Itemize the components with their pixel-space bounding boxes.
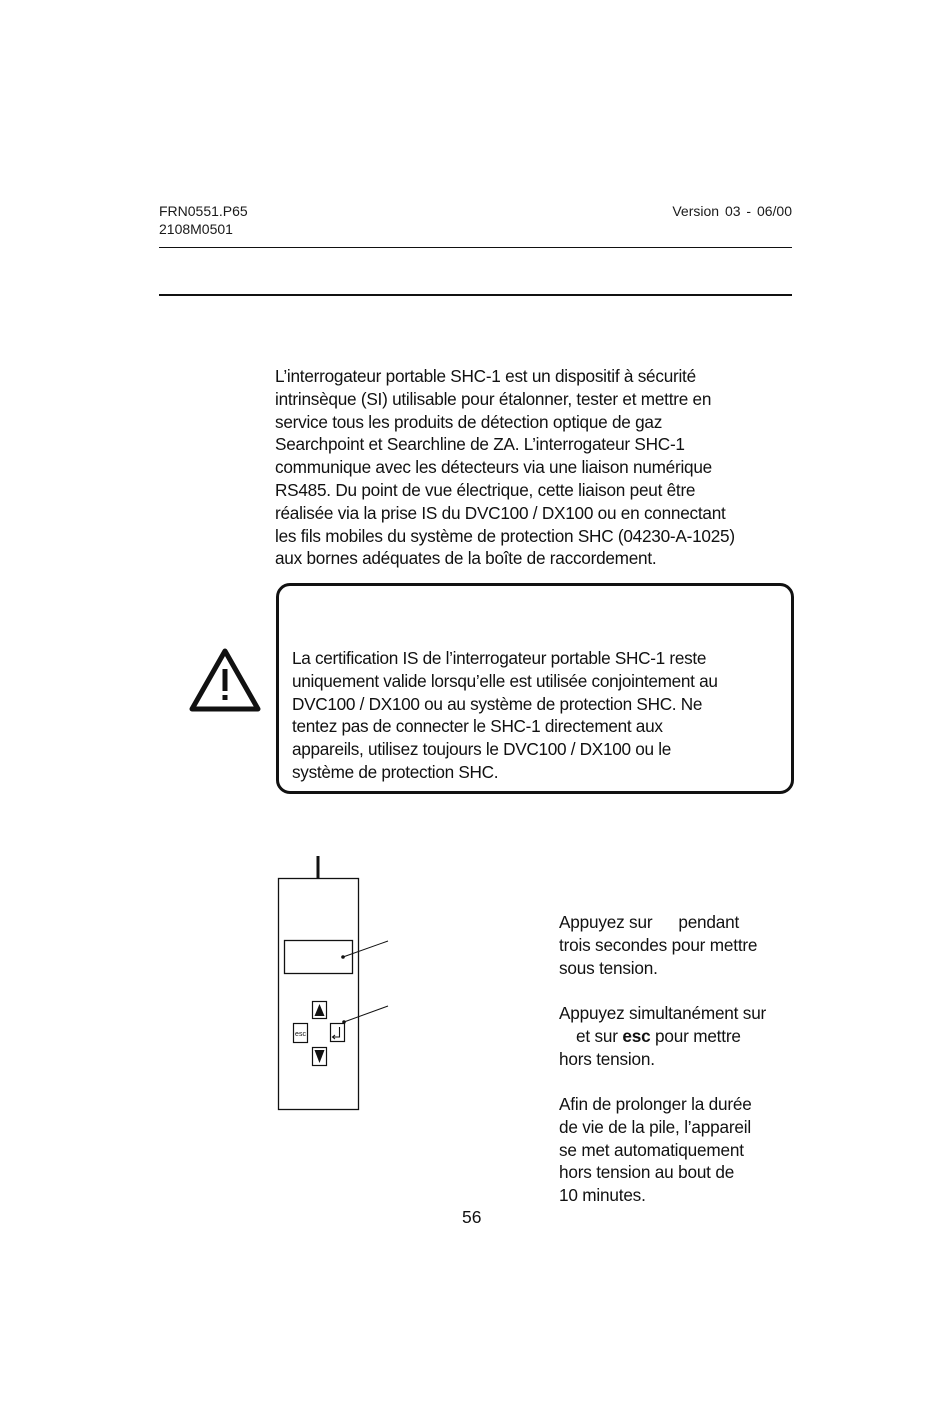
power-off-line: hors tension. — [559, 1048, 655, 1069]
auto-off-line: de vie de la pile, l’appareil — [559, 1116, 751, 1137]
enter-leader-line — [344, 1006, 388, 1022]
power-off-text-b: pour mettre — [655, 1025, 741, 1046]
power-on-line: sous tension. — [559, 957, 658, 978]
power-on-line: trois secondes pour mettre — [559, 934, 758, 955]
auto-off-note — [559, 1093, 804, 1207]
intro-line: communique avec les détecteurs via une liaison numérique — [275, 457, 712, 478]
power-off-instructions — [559, 1002, 804, 1070]
warning-line: La certification IS de l’interrogateur portable SHC-1 reste — [292, 648, 707, 668]
enter-key — [331, 1024, 345, 1042]
doc-code: 2108M0501 — [159, 221, 233, 237]
antenna — [317, 856, 320, 879]
version-label: Version 03 - 06/00 — [672, 203, 792, 219]
esc-key-reference: esc — [622, 1025, 651, 1046]
auto-off-line: hors tension au bout de — [559, 1162, 735, 1183]
warning-line: DVC100 / DX100 ou au système de protection SHC. Ne — [292, 693, 703, 714]
warning-text — [292, 647, 792, 784]
header-rule — [159, 247, 792, 248]
auto-off-line: 10 minutes. — [559, 1185, 646, 1206]
warning-line: système de protection SHC. — [292, 761, 499, 782]
header-left — [159, 202, 248, 238]
file-name: FRN0551.P65 — [159, 203, 248, 219]
intro-paragraph — [275, 365, 795, 570]
warning-line: appareils, utilisez toujours le DVC100 / DX100 ou le — [292, 739, 671, 760]
intro-line: les fils mobiles du système de protection SHC (04230-A-1025) — [275, 525, 735, 546]
intro-line: RS485. Du point de vue électrique, cette liaison peut être — [275, 479, 696, 500]
section-rule — [159, 294, 792, 296]
warning-line: tentez pas de connecter le SHC-1 directement aux — [292, 716, 663, 737]
esc-key-label: esc — [295, 1031, 306, 1038]
warning-line: uniquement valide lorsqu’elle est utilisée conjointement au — [292, 670, 718, 691]
esc-key — [294, 1024, 308, 1043]
auto-off-line: Afin de prolonger la durée — [559, 1094, 752, 1114]
intro-line: intrinsèque (SI) utilisable pour étalonner, tester et mettre en — [275, 388, 712, 409]
page-number: 56 — [462, 1207, 482, 1227]
device-body — [279, 879, 359, 1110]
up-key — [313, 1002, 327, 1019]
warning-triangle-icon — [188, 646, 262, 714]
shc1-device-diagram — [270, 850, 400, 1120]
down-key — [313, 1048, 327, 1066]
intro-line: aux bornes adéquates de la boîte de raccordement. — [275, 548, 657, 569]
power-on-text-b: pendant — [678, 912, 740, 932]
intro-line: L’interrogateur portable SHC-1 est un dispositif à sécurité — [275, 366, 696, 386]
power-off-text-a: et sur — [576, 1025, 618, 1046]
intro-line: service tous les produits de détection optique de gaz — [275, 411, 663, 432]
display-leader-line — [343, 941, 388, 957]
intro-line: réalisée via la prise IS du DVC100 / DX100 ou en connectant — [275, 502, 726, 523]
auto-off-line: se met automatiquement — [559, 1139, 744, 1160]
power-off-line: Appuyez simultanément sur — [559, 1003, 767, 1023]
intro-line: Searchpoint et Searchline de ZA. L’interrogateur SHC-1 — [275, 434, 685, 455]
power-on-text-a: Appuyez sur — [559, 912, 653, 932]
power-on-instructions — [559, 911, 804, 979]
